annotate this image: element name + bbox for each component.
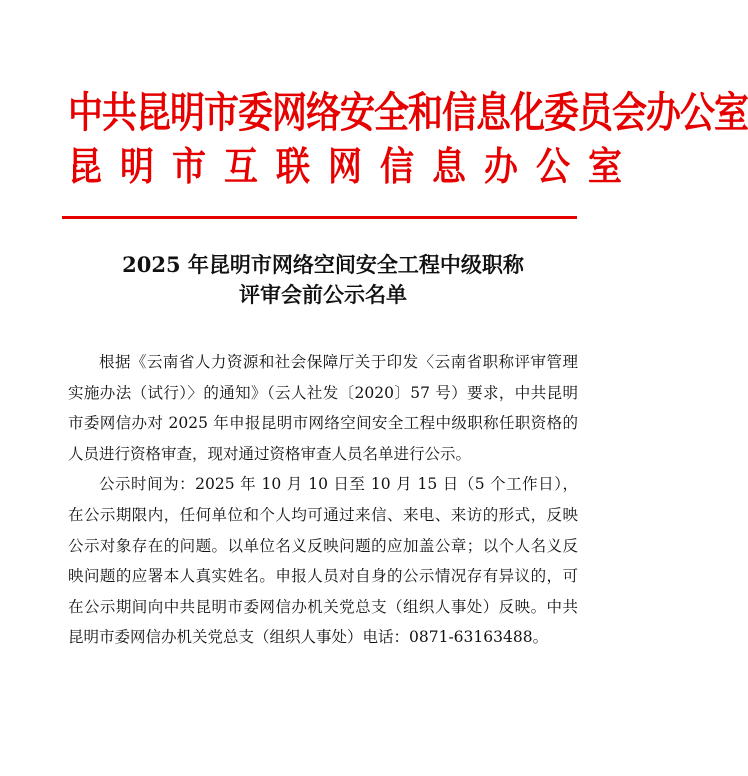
body-paragraph-1: 根据《云南省人力资源和社会保障厅关于印发〈云南省职称评审管理实施办法（试行）〉的通知》（云人社发〔2020〕57 号）要求，中共昆明市委网信办对 2025 年申报昆明市网络空间安全工程中级职称任职资格的人员进行资格审查，现对通过资格审查人员名单进行公示。 bbox=[68, 353, 578, 463]
document-title-line-1: 2025 年昆明市网络空间安全工程中级职称 bbox=[122, 252, 524, 277]
issuer-header-line-2: 昆明市互联网信息办公室 bbox=[68, 144, 640, 191]
document-body bbox=[68, 347, 578, 653]
document-title-line-2: 评审会前公示名单 bbox=[239, 282, 407, 307]
issuer-header-line-1: 中共昆明市委网络安全和信息化委员会办公室 bbox=[68, 88, 748, 138]
red-divider-rule bbox=[62, 216, 577, 219]
body-paragraph-2: 公示时间为：2025 年 10 月 10 日至 10 月 15 日（5 个工作日），在公示期限内，任何单位和个人均可通过来信、来电、来访的形式，反映公示对象存在的问题。以单位名义反映问题的应加盖公章；以个人名义反映问题的应署本人真实姓名。申报人员对自身的公示情况存有异议的，可在公示期间向中共昆明市委网信办机关党总支（组织人事处）反映。中共昆明市委网信办机关党总支（组织人事处）电话：0871-63163488。 bbox=[68, 475, 578, 647]
